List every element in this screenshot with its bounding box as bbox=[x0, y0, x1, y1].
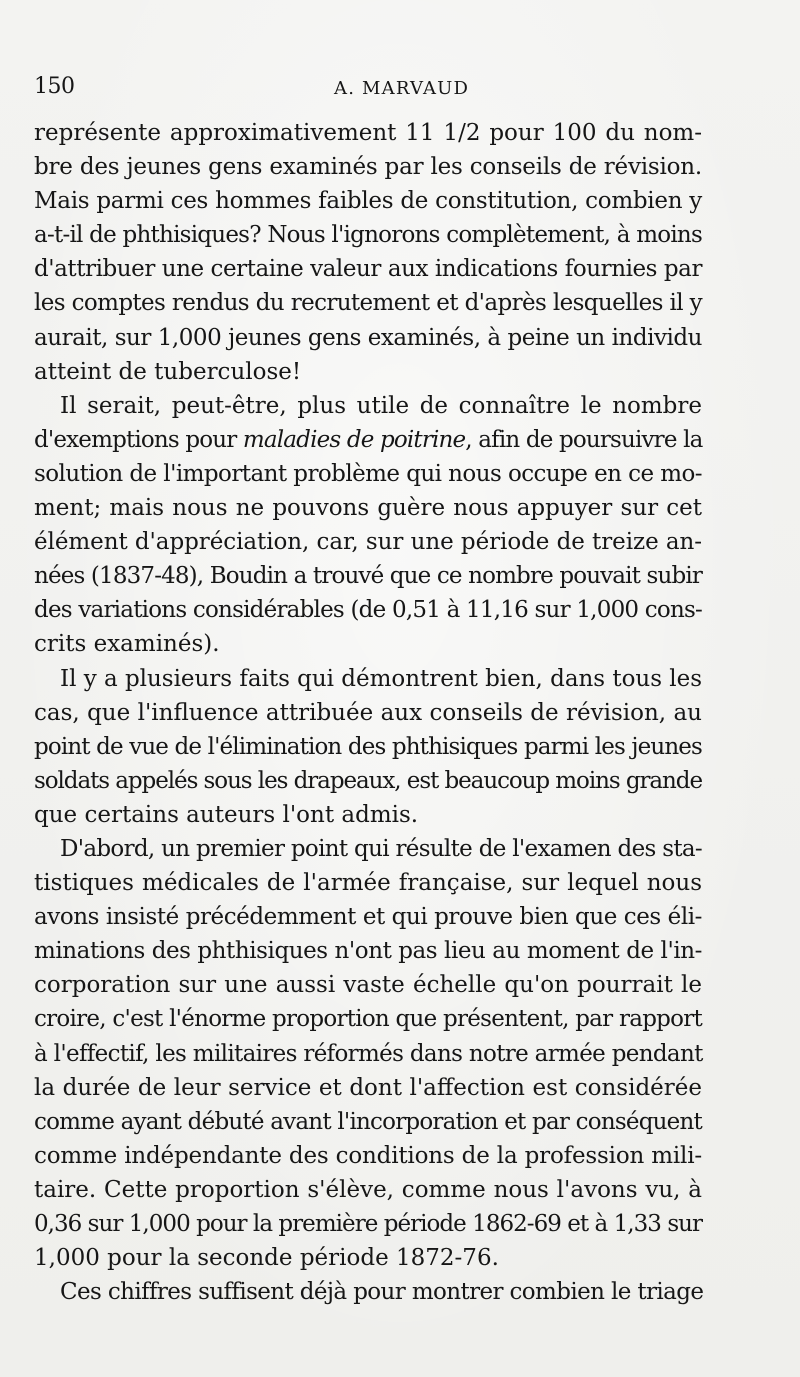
text-segment: , afin de poursuivre la bbox=[465, 426, 703, 453]
text-line: D'abord, un premier point qui résulte de l'examen des sta- bbox=[60, 835, 702, 862]
text-line: croire, c'est l'énorme proportion que présentent, par rapport bbox=[34, 1006, 702, 1033]
page-number: 150 bbox=[34, 74, 75, 99]
text-line: minations des phthisiques n'ont pas lieu au moment de l'in- bbox=[34, 938, 702, 965]
text-segment: d'exemptions pour bbox=[34, 426, 243, 453]
text-line: 0,36 sur 1,000 pour la première période 1862-69 et à 1,33 sur bbox=[34, 1211, 703, 1237]
text-line-with-italic bbox=[34, 423, 702, 457]
text-line: comme indépendante des conditions de la profession mili- bbox=[34, 1142, 702, 1169]
text-line: Mais parmi ces hommes faibles de constitution, combien y bbox=[34, 188, 702, 215]
italic-phrase: maladies de poitrine bbox=[242, 426, 466, 453]
paragraph-4 bbox=[34, 832, 702, 1275]
text-line: atteint de tuberculose! bbox=[34, 358, 302, 385]
text-line: Il serait, peut-être, plus utile de connaître le nombre bbox=[60, 392, 702, 419]
text-line: Ces chiffres suffisent déjà pour montrer combien le triage bbox=[60, 1279, 704, 1306]
text-line: élément d'appréciation, car, sur une période de treize an- bbox=[34, 529, 702, 556]
text-line: 1,000 pour la seconde période 1872-76. bbox=[34, 1245, 499, 1272]
text-line: corporation sur une aussi vaste échelle qu'on pourrait le bbox=[34, 972, 702, 999]
paragraph-5 bbox=[34, 1275, 702, 1309]
text-line: crits examinés). bbox=[34, 631, 220, 658]
text-line: avons insisté précédemment et qui prouve bien que ces éli- bbox=[34, 904, 702, 931]
text-line: taire. Cette proportion s'élève, comme nous l'avons vu, à bbox=[34, 1176, 702, 1203]
text-line: bre des jeunes gens examinés par les conseils de révision. bbox=[34, 154, 703, 181]
page-header bbox=[34, 74, 714, 104]
text-line: a-t-il de phthisiques? Nous l'ignorons complètement, à moins bbox=[34, 222, 703, 249]
text-line: d'attribuer une certaine valeur aux indications fournies par bbox=[34, 256, 702, 283]
text-line: aurait, sur 1,000 jeunes gens examinés, à peine un individu bbox=[34, 324, 702, 351]
paragraph-1 bbox=[34, 116, 702, 389]
text-line: que certains auteurs l'ont admis. bbox=[34, 801, 419, 828]
text-line: représente approximativement 11 1/2 pour 100 du nom- bbox=[34, 120, 702, 146]
text-line: ment; mais nous ne pouvons guère nous appuyer sur cet bbox=[34, 495, 702, 522]
text-line: des variations considérables (de 0,51 à 11,16 sur 1,000 cons- bbox=[34, 597, 703, 624]
text-line: tistiques médicales de l'armée française, sur lequel nous bbox=[34, 870, 702, 897]
text-line: à l'effectif, les militaires réformés dans notre armée pendant bbox=[34, 1040, 703, 1067]
text-line: soldats appelés sous les drapeaux, est beaucoup moins grande bbox=[34, 767, 702, 794]
paragraph-3 bbox=[34, 662, 702, 832]
text-line: les comptes rendus du recrutement et d'après lesquelles il y bbox=[34, 290, 703, 317]
running-title: A. MARVAUD bbox=[334, 78, 470, 99]
paragraph-2 bbox=[34, 389, 702, 662]
text-line: solution de l'important problème qui nous occupe en ce mo- bbox=[34, 460, 702, 487]
text-line: point de vue de l'élimination des phthisiques parmi les jeunes bbox=[34, 733, 702, 760]
text-line: comme ayant débuté avant l'incorporation et par conséquent bbox=[34, 1108, 703, 1135]
text-line: cas, que l'influence attribuée aux conseils de révision, au bbox=[34, 699, 702, 726]
text-line: nées (1837-48), Boudin a trouvé que ce nombre pouvait subir bbox=[34, 563, 702, 590]
text-line: la durée de leur service et dont l'affection est considérée bbox=[34, 1074, 702, 1101]
text-line: Il y a plusieurs faits qui démontrent bien, dans tous les bbox=[60, 665, 703, 692]
body-text bbox=[34, 116, 702, 1309]
